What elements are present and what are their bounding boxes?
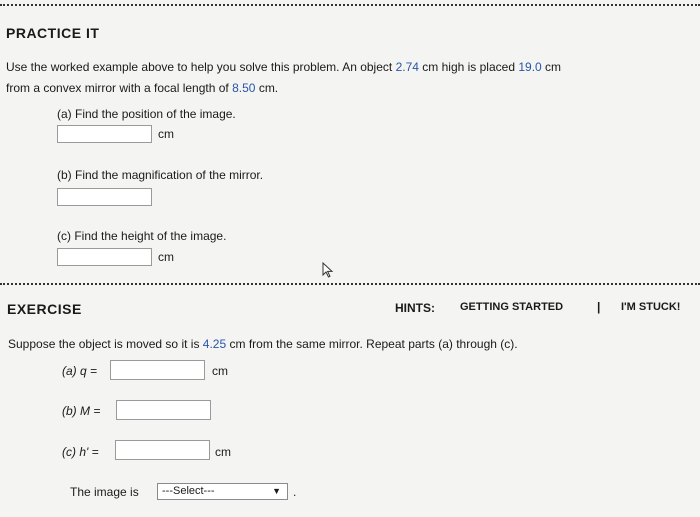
practice-answer-b-input[interactable] <box>57 188 152 206</box>
intro-text-5: cm. <box>258 81 279 95</box>
sentence-period: . <box>293 485 297 499</box>
q-input[interactable] <box>110 360 205 380</box>
practice-answer-a-input[interactable] <box>57 125 152 143</box>
hints-separator: | <box>597 300 601 314</box>
object-height-value: 2.74 <box>395 60 419 74</box>
exercise-b-label: (b) M = <box>62 404 101 418</box>
intro-text-1: Use the worked example above to help you solve this problem. An object <box>6 60 393 74</box>
exercise-c-label: (c) h' = <box>62 445 99 459</box>
practice-part-a-label: (a) Find the position of the image. <box>57 107 236 121</box>
dropdown-arrow-icon: ▼ <box>272 486 281 496</box>
section-divider <box>0 283 700 285</box>
getting-started-link[interactable]: GETTING STARTED <box>460 301 564 313</box>
h-prime-input[interactable] <box>115 440 210 460</box>
intro-text-2: cm high is placed <box>422 60 515 74</box>
intro-text-3: cm <box>545 60 562 74</box>
practice-part-c-label: (c) Find the height of the image. <box>57 229 227 243</box>
practice-answer-c-input[interactable] <box>57 248 152 266</box>
exercise-title: EXERCISE <box>7 301 82 317</box>
im-stuck-link[interactable]: I'M STUCK! <box>621 301 681 313</box>
hints-label: HINTS: <box>395 301 435 315</box>
prompt-text-2: cm from the same mirror. Repeat parts (a) through (c). <box>229 337 518 351</box>
top-divider <box>0 4 700 6</box>
exercise-unit-c: cm <box>215 445 231 459</box>
practice-unit-a: cm <box>158 127 174 141</box>
intro-text-4: from a convex mirror with a focal length of <box>6 81 229 95</box>
object-distance-value: 19.0 <box>518 60 542 74</box>
m-input[interactable] <box>116 400 211 420</box>
practice-intro-line1 <box>6 60 561 74</box>
exercise-prompt <box>8 337 518 351</box>
prompt-text-1: Suppose the object is moved so it is <box>8 337 200 351</box>
practice-title: PRACTICE IT <box>6 25 100 41</box>
focal-length-value: 8.50 <box>232 81 256 95</box>
practice-part-b-label: (b) Find the magnification of the mirror. <box>57 168 264 182</box>
select-value: ---Select--- <box>162 485 215 497</box>
new-distance-value: 4.25 <box>202 337 227 351</box>
image-type-select[interactable] <box>157 483 288 500</box>
exercise-a-label: (a) q = <box>62 364 98 378</box>
mouse-cursor-icon <box>322 262 334 281</box>
image-is-label: The image is <box>70 485 139 499</box>
practice-intro-line2 <box>6 81 278 95</box>
practice-unit-c: cm <box>158 250 174 264</box>
exercise-unit-a: cm <box>212 364 228 378</box>
